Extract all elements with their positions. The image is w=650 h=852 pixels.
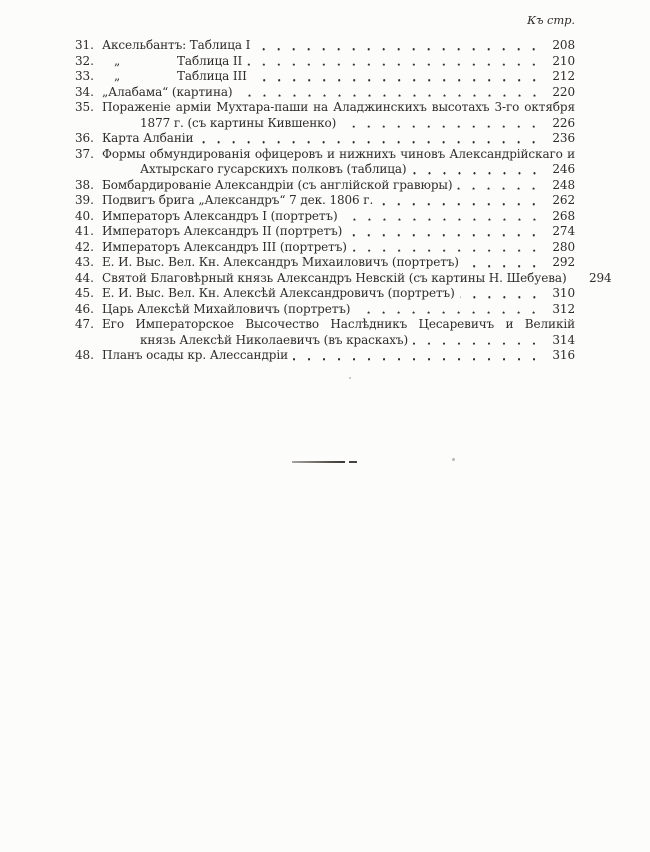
entry-title: Его Императорское Высочество Наслѣдникъ Цесаревичъ и Великій — [102, 317, 575, 331]
dot-leader — [413, 333, 543, 349]
toc-entry-line1 — [75, 131, 575, 147]
entry-page-number: 248 — [552, 177, 575, 192]
toc-entry-line1 — [75, 317, 575, 333]
page-column-heading: Къ стр. — [527, 13, 575, 27]
toc-entry-line1 — [75, 302, 575, 318]
dot-leader — [355, 302, 543, 318]
toc-entry-line1 — [75, 270, 612, 287]
toc-entry — [75, 69, 575, 85]
toc-entry — [75, 270, 612, 287]
entry-number: 39. — [75, 193, 94, 207]
entry-title: Таблица II — [177, 53, 243, 68]
entry-page-number: 310 — [552, 286, 575, 300]
dot-leader — [341, 116, 543, 132]
dot-leader — [252, 69, 543, 85]
entry-page-number: 312 — [552, 301, 575, 316]
toc-entry — [75, 131, 575, 147]
toc-entry-line1 — [75, 100, 575, 116]
toc-entry — [75, 100, 575, 131]
entry-number: 41. — [75, 224, 94, 238]
entry-title-continuation: князь Алексѣй Николаевичъ (въ краскахъ) — [140, 332, 409, 347]
entry-title: Бомбардированіе Александріи (съ англійской гравюры) — [102, 177, 453, 192]
dot-leader — [347, 224, 543, 240]
dot-leader — [247, 54, 543, 70]
dot-leader — [198, 131, 543, 147]
entry-page-number: 210 — [552, 53, 575, 68]
running-head — [75, 12, 575, 28]
toc-entry-line1 — [75, 85, 575, 101]
entry-number: 48. — [75, 348, 94, 362]
toc-entry-line1 — [75, 255, 575, 271]
entry-title: Пораженіе арміи Мухтара-паши на Аладжинскихъ высотахъ 3-го октября — [102, 100, 575, 114]
entry-title: Е. И. Выс. Вел. Кн. Алексѣй Александровичъ (портретъ) — [102, 286, 455, 300]
entry-number: 44. — [75, 270, 94, 285]
dot-leader — [293, 348, 543, 364]
toc-entry-line1 — [75, 348, 575, 364]
entry-page-number: 274 — [552, 224, 575, 238]
entry-page-number: 208 — [552, 38, 575, 52]
toc-entry — [75, 317, 575, 348]
divider-rule — [292, 461, 345, 463]
toc-entry — [75, 178, 575, 194]
toc-entry-line2 — [75, 116, 575, 132]
toc-entry-line1 — [75, 38, 575, 54]
dot-leader — [352, 240, 543, 256]
entry-number: 31. — [75, 38, 94, 52]
entry-number: 46. — [75, 301, 94, 316]
dot-leader — [460, 286, 543, 302]
entry-title: Карта Албаніи — [102, 131, 194, 145]
toc-entry — [75, 38, 575, 54]
ditto-mark: „ — [114, 53, 121, 68]
scan-artifact-dot — [452, 458, 455, 461]
toc-entry-line1 — [75, 193, 575, 209]
entry-title: Формы обмундированія офицеровъ и нижнихъ чиновъ Александрійскаго и — [102, 146, 575, 161]
section-divider — [292, 461, 357, 463]
toc-entry-line1 — [75, 54, 575, 70]
entry-number: 34. — [75, 84, 94, 99]
toc-entry — [75, 286, 575, 302]
toc-entry-line1 — [75, 240, 575, 256]
toc-entry — [75, 348, 575, 364]
entry-title: Е. И. Выс. Вел. Кн. Александръ Михаиловичъ (портретъ) — [102, 255, 459, 269]
entry-page-number: 262 — [552, 193, 575, 207]
toc-entry — [75, 85, 575, 101]
entry-number: 45. — [75, 286, 94, 300]
dot-leader — [343, 209, 543, 225]
toc-entry — [75, 54, 575, 70]
scan-artifact-dot — [349, 377, 351, 379]
entry-page-number: 268 — [552, 208, 575, 223]
dot-leader — [457, 178, 543, 194]
entry-title: Императоръ Александръ I (портретъ) — [102, 208, 338, 223]
entry-title: Планъ осады кр. Алессандріи — [102, 348, 288, 362]
toc-entry-line1 — [75, 209, 575, 225]
divider-dash — [349, 461, 357, 463]
entry-number: 38. — [75, 177, 94, 192]
entry-number: 40. — [75, 208, 94, 223]
dot-leader — [238, 85, 544, 101]
entry-title: Императоръ Александръ II (портретъ) — [102, 224, 343, 238]
dot-leader — [412, 162, 543, 178]
toc-entry — [75, 193, 575, 209]
entry-number: 47. — [75, 317, 94, 331]
entry-page-number: 316 — [552, 348, 575, 362]
entry-number: 36. — [75, 131, 94, 145]
toc-entry-line1 — [75, 147, 575, 163]
toc-entry-line1 — [75, 224, 575, 240]
entry-page-number: 236 — [552, 131, 575, 145]
ditto-mark: „ — [114, 69, 121, 83]
entry-title: Таблица III — [177, 69, 247, 83]
entry-page-number: 314 — [552, 332, 575, 347]
entry-title-continuation: Ахтырскаго гусарскихъ полковъ (таблица) — [140, 162, 407, 176]
entry-title-continuation: 1877 г. (съ картины Кившенко) — [140, 115, 337, 130]
entry-page-number: 246 — [552, 162, 575, 176]
toc-entry — [75, 302, 575, 318]
entry-number: 43. — [75, 255, 94, 269]
toc-entry-line2 — [75, 162, 575, 178]
entry-page-number: 226 — [552, 115, 575, 130]
entry-number: 32. — [75, 53, 94, 68]
toc-entry-line1 — [75, 69, 575, 85]
entry-number: 37. — [75, 146, 94, 161]
dot-leader — [464, 255, 543, 271]
toc-entry — [75, 224, 575, 240]
entry-title: Царь Алексѣй Михайловичъ (портретъ) — [102, 301, 351, 316]
entry-title: Аксельбантъ: Таблица I — [102, 38, 251, 52]
entry-page-number: 280 — [552, 239, 575, 254]
entry-number: 33. — [75, 69, 94, 83]
entry-title: „Алабама“ (картина) — [102, 84, 233, 99]
entry-page-number: 220 — [552, 84, 575, 99]
entry-page-number: 292 — [552, 255, 575, 269]
entry-title: Подвигъ брига „Александръ“ 7 дек. 1806 г. — [102, 193, 374, 207]
entry-number: 42. — [75, 239, 94, 254]
toc-entry-line1 — [75, 286, 575, 302]
entry-number: 35. — [75, 100, 94, 114]
dot-leader — [255, 38, 543, 54]
dot-leader — [378, 193, 543, 209]
entry-page-number: 294 — [588, 270, 612, 285]
entry-title: Императоръ Александръ III (портретъ) — [102, 239, 347, 254]
entry-title: Святой Благовѣрный князь Александръ Невскій (съ картины Н. Шебуева) — [102, 270, 567, 285]
toc-entry — [75, 147, 575, 178]
entry-page-number: 212 — [552, 69, 575, 83]
toc-entry-line2 — [75, 333, 575, 349]
illustrations-toc-list — [75, 38, 612, 364]
dot-leader — [572, 271, 580, 287]
toc-entry — [75, 240, 575, 256]
toc-entry-line1 — [75, 178, 575, 194]
toc-entry — [75, 209, 575, 225]
toc-entry — [75, 255, 575, 271]
